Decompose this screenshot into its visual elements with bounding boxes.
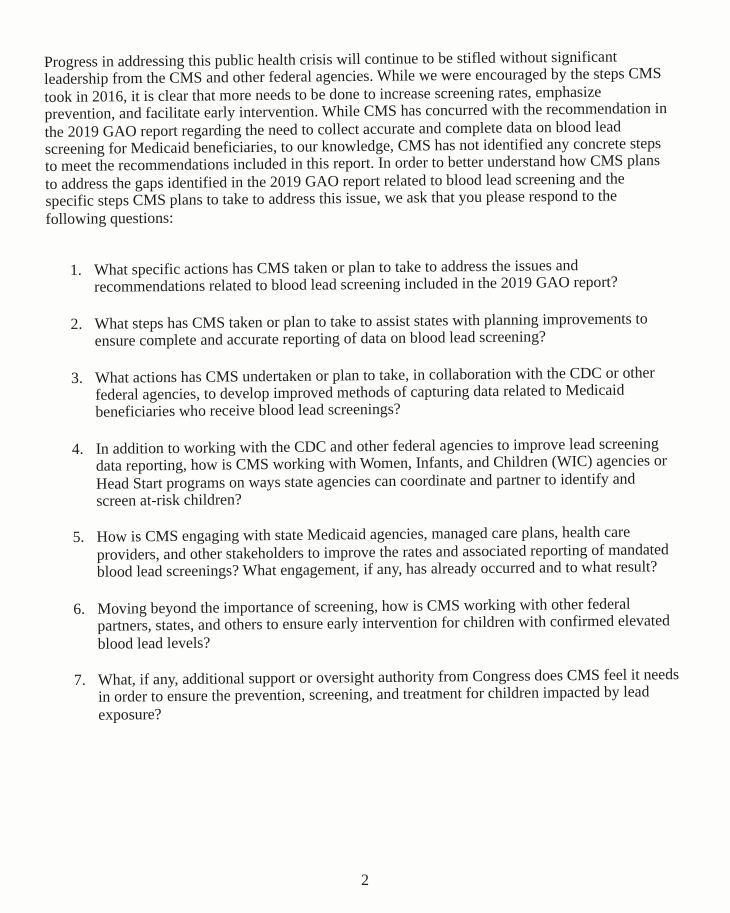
question-list xyxy=(70,256,681,743)
question-text: What steps has CMS taken or plan to take to assist states with planning improvements to ensure complete and accurate reporting of data on blood lead screening? xyxy=(94,310,648,350)
question-text: Moving beyond the importance of screening, how is CMS working with other federal partners, states, and others to ensure early intervention for children with confirmed elevated blood lead levels? xyxy=(97,595,670,653)
question-text: What actions has CMS undertaken or plan to take, in collaboration with the CDC or other federal agencies, to develop improved methods of capturing data related to Medicaid beneficiaries who receive blood lead screenings? xyxy=(95,364,655,422)
question-number: 6. xyxy=(73,600,86,618)
question-text: What specific actions has CMS taken or plan to take to address the issues and recommendations related to blood lead screening included in the 2019 GAO report? xyxy=(93,257,618,297)
question-item-3 xyxy=(71,364,677,422)
question-text: How is CMS engaging with state Medicaid agencies, managed care plans, health care providers, and other stakeholders to improve the rates and associated reporting of mandated blood lead screenings? What engagement, if any, has already occurred and to what result? xyxy=(96,524,669,582)
intro-paragraph: Progress in addressing this public health crisis will continue to be stifled without significant leadership from the CMS and other federal agencies. While we were encouraged by the steps CMS took in 2016, it is clear that more needs to be done to increase screening rates, emphasize prevention, and facilitate early intervention. While CMS has concurred with the recommendation in the 2019 GAO report regarding the need to collect accurate and complete data on blood lead screening for Medicaid beneficiaries, to our knowledge, CMS has not identified any concrete steps to meet the recommendations included in this report. In order to better understand how CMS plans to address the gaps identified in the 2019 GAO report related to blood lead screening and the specific steps CMS plans to take to address this issue, we ask that you please respond to the following questions: xyxy=(44,48,668,228)
question-text: What, if any, additional support or oversight authority from Congress does CMS feel it needs in order to ensure the prevention, screening, and treatment for children impacted by lead exposure? xyxy=(97,666,680,724)
question-item-1 xyxy=(70,256,676,297)
question-item-2 xyxy=(71,310,677,351)
page-number: 2 xyxy=(361,872,369,889)
question-item-7 xyxy=(74,666,680,724)
question-item-6 xyxy=(73,595,679,653)
question-item-5 xyxy=(73,524,679,582)
question-number: 7. xyxy=(73,671,86,689)
question-item-4 xyxy=(72,435,679,510)
question-number: 4. xyxy=(71,440,84,458)
question-number: 1. xyxy=(70,261,82,279)
question-number: 3. xyxy=(71,369,83,387)
question-text: In addition to working with the CDC and other federal agencies to improve lead screening data reporting, how is CMS working with Women, Infants, and Children (WIC) agencies or Head Start programs on ways state agencies can coordinate and partner to identify and screen at-risk children? xyxy=(95,435,668,510)
question-number: 5. xyxy=(72,529,85,547)
question-number: 2. xyxy=(70,315,83,333)
